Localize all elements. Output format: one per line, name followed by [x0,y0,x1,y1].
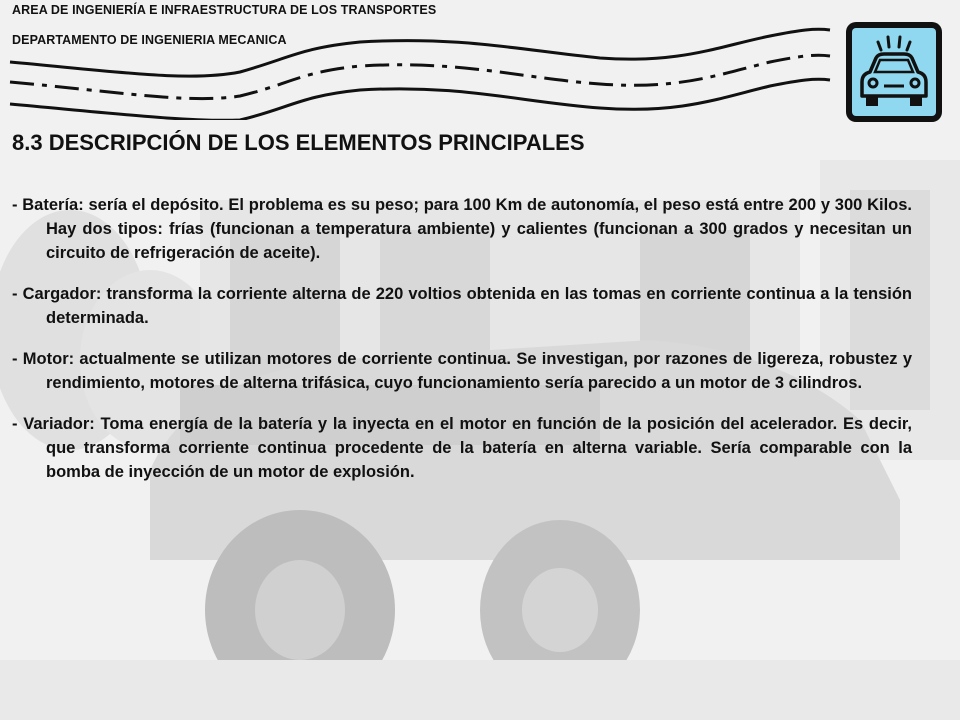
element-list [12,193,912,501]
section-title: 8.3 DESCRIPCIÓN DE LOS ELEMENTOS PRINCIPALES [12,130,585,155]
list-item-cargador: - Cargador: transforma la corriente alterna de 220 voltios obtenida en las tomas en corriente continua a la tensión determinada. [12,285,912,327]
institution-header: AREA DE INGENIERÍA E INFRAESTRUCTURA DE LOS TRANSPORTES [12,3,437,17]
list-item-motor: - Motor: actualmente se utilizan motores de corriente continua. Se investigan, por razones de ligereza, robustez y rendimiento, motores de alterna trifásica, cuyo funcionamiento sería parecido a un motor de 3 cilindros. [12,350,912,392]
list-item-variador: - Variador: Toma energía de la batería y la inyecta en el motor en función de la posición del acelerador. Es decir, que transforma corriente continua procedente de la batería en alterna variable. Sería comparable con la bomba de inyección de un motor de explosión. [12,415,912,481]
road-icon [0,0,840,120]
car-logo-icon [844,20,944,124]
list-item-bateria: - Batería: sería el depósito. El problema es su peso; para 100 Km de autonomía, el peso está entre 200 y 300 Kilos. Hay dos tipos: frías (funcionan a temperatura ambiente) y calientes (funcionan a 300 grados y necesitan un circuito de refrigeración de aceite). [12,196,912,262]
department-header: DEPARTAMENTO DE INGENIERIA MECANICA [12,33,287,47]
